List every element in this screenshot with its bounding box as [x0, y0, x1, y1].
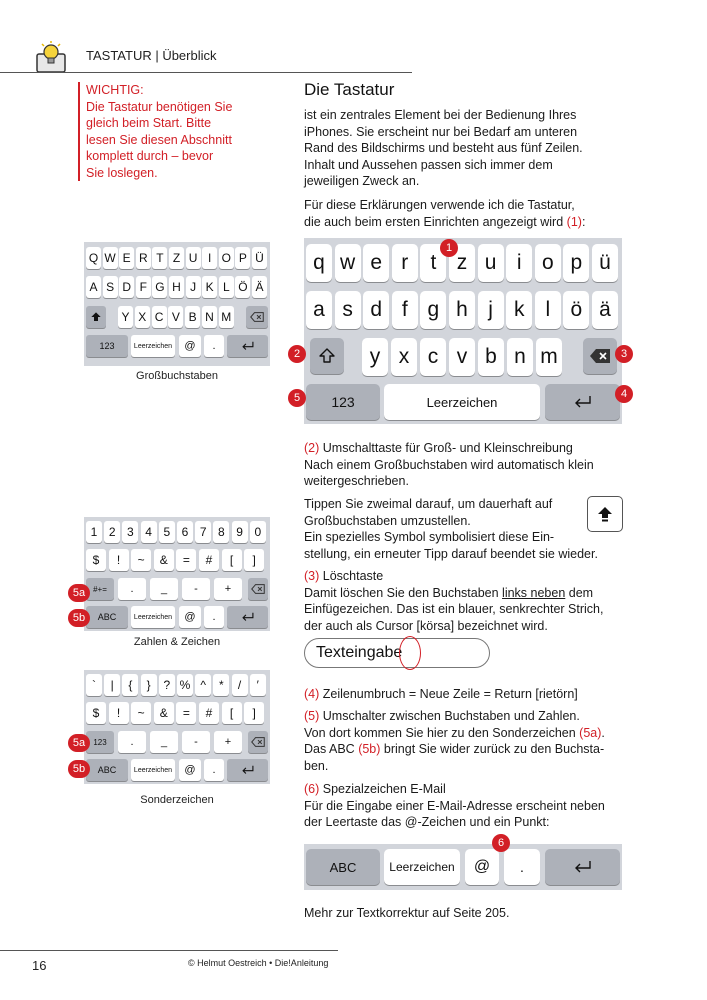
more-info — [304, 905, 634, 922]
key[interactable]: _ — [150, 578, 178, 600]
shift-line: Tippen Sie zweimal darauf, um dauerhaft auf — [304, 497, 553, 511]
key[interactable]: B — [185, 306, 200, 328]
intro-paragraph — [304, 107, 634, 190]
key[interactable]: w — [335, 244, 361, 282]
key[interactable]: * — [213, 674, 229, 696]
more-info-text: Mehr zur Textkorrektur auf Seite 205. — [304, 906, 510, 920]
key[interactable]: c — [420, 338, 446, 376]
key[interactable]: Ü — [252, 247, 267, 269]
shift-locked-icon — [90, 311, 102, 323]
key[interactable]: t — [420, 244, 446, 282]
key[interactable]: 3 — [122, 521, 138, 543]
key[interactable]: p — [563, 244, 589, 282]
key[interactable]: [ — [222, 549, 242, 571]
key[interactable]: $ — [86, 549, 106, 571]
switcher-text: Das ABC — [304, 742, 359, 756]
numbers-key[interactable]: 123 — [86, 335, 128, 357]
delete-explanation — [304, 568, 634, 634]
return-key[interactable] — [227, 759, 268, 781]
delete-line: Einfügezeichen. Das ist ein blauer, senkrechter Strich, — [304, 602, 604, 616]
switcher-heading — [304, 708, 634, 725]
delete-key[interactable] — [248, 578, 268, 600]
warning-line: gleich beim Start. Bitte — [86, 116, 212, 130]
space-key[interactable]: Leerzeichen — [131, 759, 175, 781]
dot-key[interactable]: . — [204, 335, 224, 357]
key[interactable]: z — [449, 244, 475, 282]
badge-6: 6 — [492, 834, 510, 852]
warning-line: WICHTIG: — [86, 83, 144, 97]
cursor-highlight — [399, 636, 421, 670]
key[interactable]: 7 — [195, 521, 211, 543]
shift-explanation — [304, 440, 634, 490]
shift-line: Nach einem Großbuchstaben wird automatisch klein — [304, 457, 594, 472]
key[interactable]: v — [449, 338, 475, 376]
abc-key[interactable]: ABC — [86, 606, 128, 628]
page-header-title: TASTATUR | Überblick — [86, 48, 217, 63]
backspace-icon — [250, 312, 264, 322]
key[interactable]: S — [103, 276, 118, 298]
key[interactable]: _ — [150, 731, 178, 753]
return-icon — [573, 395, 593, 409]
shift-locked-icon — [596, 505, 614, 523]
key[interactable]: # — [199, 702, 219, 724]
key[interactable]: x — [391, 338, 417, 376]
return-icon — [573, 860, 593, 874]
key[interactable]: C — [152, 306, 167, 328]
delete-underlined: links neben — [502, 585, 566, 600]
shift-heading-text: Umschalttaste für Groß- und Kleinschreibung — [319, 441, 573, 455]
return-key[interactable] — [227, 335, 268, 357]
return-icon — [241, 765, 255, 775]
key[interactable]: 0 — [250, 521, 266, 543]
at-key[interactable]: @ — [179, 759, 201, 781]
key[interactable]: G — [152, 276, 167, 298]
dot-key[interactable]: . — [204, 606, 224, 628]
key[interactable]: ~ — [131, 702, 151, 724]
delete-heading-text: Löschtaste — [319, 569, 384, 583]
badge-2: 2 — [288, 345, 306, 363]
key[interactable]: N — [202, 306, 217, 328]
key[interactable]: L — [219, 276, 234, 298]
key[interactable]: T — [152, 247, 167, 269]
shift-heading — [304, 440, 634, 457]
key[interactable]: d — [363, 291, 389, 329]
at-key[interactable]: @ — [179, 335, 201, 357]
delete-key[interactable] — [248, 731, 268, 753]
ref-5a: (5a) — [579, 725, 602, 740]
key[interactable]: } — [141, 674, 157, 696]
key[interactable]: M — [219, 306, 234, 328]
copyright: © Helmut Oestreich • Die!Anleitung — [188, 958, 329, 968]
email-heading-text: Spezialzeichen E-Mail — [319, 782, 446, 796]
badge-5a: 5a — [68, 584, 90, 602]
switcher-line: ben. — [304, 758, 329, 773]
badge-4: 4 — [615, 385, 633, 403]
key[interactable]: u — [478, 244, 504, 282]
key[interactable]: Q — [86, 247, 101, 269]
key[interactable]: r — [392, 244, 418, 282]
key[interactable]: J — [186, 276, 201, 298]
abc-key[interactable]: ABC — [306, 849, 380, 885]
key[interactable]: s — [335, 291, 361, 329]
key[interactable]: & — [154, 702, 174, 724]
switcher-line — [304, 741, 634, 758]
shift-line: weitergeschrieben. — [304, 474, 409, 488]
key[interactable]: e — [363, 244, 389, 282]
shift-icon — [318, 347, 336, 365]
key[interactable]: ` — [86, 674, 102, 696]
badge-5: 5 — [288, 389, 306, 407]
key[interactable]: ! — [109, 702, 129, 724]
key[interactable]: $ — [86, 702, 106, 724]
intro-text: die auch beim ersten Einrichten angezeigt wird — [304, 214, 567, 229]
warning-line: Die Tastatur benötigen Sie — [86, 99, 233, 114]
delete-line: der auch als Cursor [körsa] bezeichnet wird. — [304, 618, 548, 633]
space-key[interactable]: Leerzeichen — [131, 335, 175, 357]
key[interactable]: ü — [592, 244, 618, 282]
badge-5a: 5a — [68, 734, 90, 752]
key[interactable]: D — [119, 276, 134, 298]
space-key[interactable]: Leerzeichen — [131, 606, 175, 628]
key[interactable]: b — [478, 338, 504, 376]
space-key[interactable]: Leerzeichen — [384, 849, 460, 885]
return-text: Zeilenumbruch = Neue Zeile = Return [rietörn] — [319, 687, 578, 701]
intro-paragraph-2 — [304, 197, 634, 230]
ref-4: (4) — [304, 687, 320, 701]
key[interactable]: l — [535, 291, 561, 329]
key[interactable]: ä — [592, 291, 618, 329]
key[interactable]: W — [103, 247, 118, 269]
intro-line: Für diese Erklärungen verwende ich die Tastatur, — [304, 198, 575, 212]
badge-1: 1 — [440, 239, 458, 257]
badge-3: 3 — [615, 345, 633, 363]
badge-5b: 5b — [68, 760, 90, 778]
key[interactable]: F — [136, 276, 151, 298]
ref-6: (6) — [304, 782, 320, 796]
delete-key[interactable] — [583, 338, 617, 374]
key[interactable]: 4 — [141, 521, 157, 543]
key[interactable]: . — [118, 731, 146, 753]
dot-key[interactable]: . — [504, 849, 540, 885]
key[interactable]: Ö — [235, 276, 250, 298]
switcher-text: . — [601, 725, 605, 740]
switcher-text: bringt Sie wider zurück zu den Buchsta- — [380, 742, 605, 756]
key[interactable]: 1 — [86, 521, 102, 543]
abc-key[interactable]: ABC — [86, 759, 128, 781]
numbers-key[interactable]: 123 — [306, 384, 380, 420]
backspace-icon — [251, 737, 265, 747]
ref-5: (5) — [304, 709, 320, 723]
switcher-text: Von dort kommen Sie hier zu den Sonderzeichen — [304, 725, 580, 740]
return-key[interactable] — [227, 606, 268, 628]
key[interactable]: f — [392, 291, 418, 329]
return-icon — [241, 612, 255, 622]
ref-2: (2) — [304, 441, 320, 455]
shift-line: Ein spezielles Symbol symbolisiert diese Ein- — [304, 530, 555, 544]
return-key[interactable] — [545, 849, 620, 885]
intro-line — [304, 214, 634, 231]
key[interactable]: o — [535, 244, 561, 282]
key[interactable]: h — [449, 291, 475, 329]
dot-key[interactable]: . — [204, 759, 224, 781]
page-number: 16 — [32, 958, 47, 973]
key[interactable]: 9 — [232, 521, 248, 543]
key[interactable]: 6 — [177, 521, 193, 543]
key[interactable]: 5 — [159, 521, 175, 543]
footer-divider — [0, 950, 338, 951]
intro-line: jeweiligen Zweck an. — [304, 174, 420, 188]
backspace-icon — [251, 584, 265, 594]
email-line: der Leertaste das @-Zeichen und ein Punkt: — [304, 815, 550, 829]
key[interactable]: q — [306, 244, 332, 282]
email-line: Für die Eingabe einer E-Mail-Adresse erscheint neben — [304, 798, 605, 813]
key[interactable]: ] — [244, 549, 264, 571]
return-line — [304, 686, 634, 703]
key[interactable]: n — [507, 338, 533, 376]
warning-line: Sie loslegen. — [86, 165, 158, 180]
caption-special: Sonderzeichen — [140, 794, 214, 806]
at-key[interactable]: @ — [179, 606, 201, 628]
key[interactable]: O — [219, 247, 234, 269]
text-input-value: Texteingabe — [316, 644, 403, 661]
key[interactable]: E — [119, 247, 134, 269]
key[interactable]: A — [86, 276, 101, 298]
key[interactable]: y — [362, 338, 388, 376]
key[interactable]: = — [176, 702, 196, 724]
key[interactable]: Ä — [252, 276, 267, 298]
return-explanation — [304, 686, 634, 703]
warning-line: lesen Sie diesen Abschnitt — [86, 132, 232, 147]
ref-3: (3) — [304, 569, 320, 583]
warning-note — [78, 82, 268, 181]
special-keyboard — [84, 670, 270, 784]
uppercase-keyboard — [84, 242, 270, 366]
key[interactable]: [ — [222, 702, 242, 724]
delete-line — [304, 585, 634, 602]
switcher-line — [304, 725, 634, 742]
key[interactable]: ö — [563, 291, 589, 329]
intro-line: Rand des Bildschirms und besteht aus fünf Zeilen. — [304, 141, 583, 155]
numbers-keyboard — [84, 517, 270, 631]
shift-key[interactable] — [310, 338, 344, 374]
key[interactable]: + — [214, 731, 242, 753]
key[interactable]: I — [202, 247, 217, 269]
key[interactable]: 2 — [104, 521, 120, 543]
intro-line: ist ein zentrales Element bei der Bedienung Ihres — [304, 108, 577, 122]
key[interactable]: 123 — [86, 731, 114, 753]
warning-line: komplett durch – bevor — [86, 149, 214, 163]
key[interactable]: . — [118, 578, 146, 600]
shift-lock-explanation — [304, 496, 634, 562]
key[interactable]: - — [182, 731, 210, 753]
key[interactable]: Z — [169, 247, 184, 269]
key[interactable]: a — [306, 291, 332, 329]
key[interactable]: ′ — [250, 674, 266, 696]
key[interactable]: + — [214, 578, 242, 600]
key[interactable]: i — [506, 244, 532, 282]
text-input-example[interactable] — [304, 638, 490, 668]
key[interactable]: ^ — [195, 674, 211, 696]
key[interactable]: # — [199, 549, 219, 571]
key[interactable]: R — [136, 247, 151, 269]
key[interactable]: | — [104, 674, 120, 696]
email-explanation — [304, 781, 634, 831]
key[interactable]: = — [176, 549, 196, 571]
email-heading — [304, 781, 634, 798]
key[interactable]: #+= — [86, 578, 114, 600]
key[interactable]: m — [536, 338, 562, 376]
key[interactable]: { — [122, 674, 138, 696]
key[interactable]: U — [186, 247, 201, 269]
key[interactable]: g — [420, 291, 446, 329]
key[interactable]: ! — [109, 549, 129, 571]
delete-key[interactable] — [246, 306, 268, 328]
header-divider — [0, 72, 412, 73]
shift-line: Großbuchstaben umzustellen. — [304, 513, 471, 528]
lightbulb-icon — [34, 40, 68, 74]
caption-numbers: Zahlen & Zeichen — [133, 636, 221, 648]
delete-text: dem — [565, 585, 594, 600]
section-title: Die Tastatur — [304, 80, 395, 99]
at-key[interactable]: @ — [465, 849, 499, 885]
key[interactable]: K — [202, 276, 217, 298]
key[interactable]: j — [478, 291, 504, 329]
email-keyboard-row — [304, 844, 622, 890]
ref-5b: (5b) — [358, 742, 381, 756]
key[interactable]: H — [169, 276, 184, 298]
backspace-icon — [589, 348, 611, 364]
switcher-heading-text: Umschalter zwischen Buchstaben und Zahlen. — [319, 709, 580, 723]
key[interactable]: 8 — [213, 521, 229, 543]
return-icon — [241, 341, 255, 351]
key[interactable]: k — [506, 291, 532, 329]
key[interactable]: Y — [118, 306, 133, 328]
switcher-explanation — [304, 708, 634, 774]
key[interactable]: P — [235, 247, 250, 269]
key[interactable]: ] — [244, 702, 264, 724]
shift-lock-symbol — [587, 496, 623, 532]
key[interactable]: ? — [159, 674, 175, 696]
delete-heading — [304, 568, 634, 585]
caption-uppercase: Großbuchstaben — [136, 370, 218, 382]
intro-line: Inhalt und Aussehen passen sich immer dem — [304, 157, 553, 172]
intro-line: iPhones. Sie erscheint nur bei Bedarf am unteren — [304, 124, 578, 139]
ref-1: (1) — [566, 214, 582, 229]
key[interactable]: - — [182, 578, 210, 600]
key[interactable]: & — [154, 549, 174, 571]
return-key[interactable] — [545, 384, 620, 420]
key[interactable]: % — [177, 674, 193, 696]
badge-5b: 5b — [68, 609, 90, 627]
space-key[interactable]: Leerzeichen — [384, 384, 540, 420]
key[interactable]: / — [232, 674, 248, 696]
key[interactable]: V — [168, 306, 183, 328]
shift-line: stellung, ein erneuter Tipp darauf beendet sie wieder. — [304, 546, 598, 561]
key[interactable]: ~ — [131, 549, 151, 571]
intro-colon: : — [581, 214, 586, 229]
main-keyboard — [304, 238, 622, 424]
shift-key[interactable] — [86, 306, 106, 328]
delete-text: Damit löschen Sie den Buchstaben — [304, 585, 503, 600]
key[interactable]: X — [135, 306, 150, 328]
